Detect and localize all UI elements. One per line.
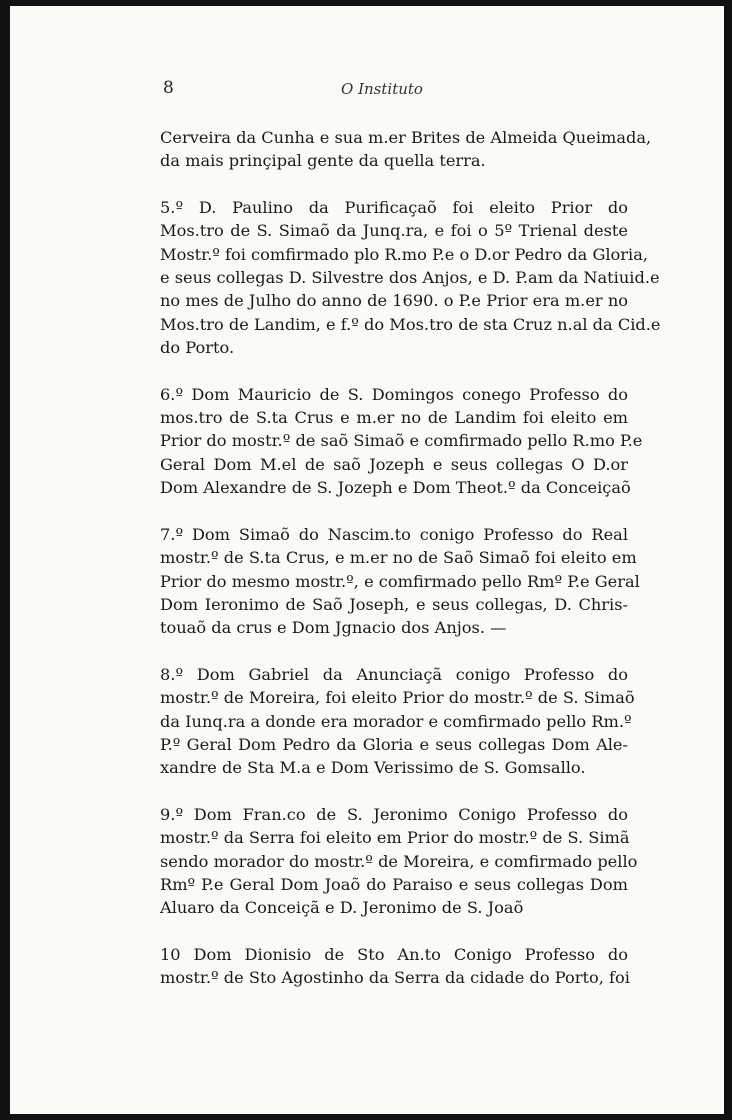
paragraph-5: [160, 196, 661, 360]
paragraph-8: [160, 663, 635, 780]
text-line: Geral Dom M.el de saõ Jozeph e seus collegas O D.or: [160, 454, 628, 474]
text-line: Rmº P.e Geral Dom Joaõ do Paraiso e seus collegas Dom: [160, 874, 628, 894]
text-line: Prior do mesmo mostr.º, e comfirmado pello Rmº P.e Geral: [160, 571, 640, 591]
text-line: 10 Dom Dionisio de Sto An.to Conigo Professo do: [160, 944, 628, 964]
text-line: 6.º Dom Mauricio de S. Domingos conego Professo do: [160, 384, 628, 404]
text-line: touaõ da crus e Dom Jgnacio dos Anjos. —: [160, 618, 507, 638]
page-number: 8: [163, 78, 174, 98]
text-line: no mes de Julho do anno de 1690. o P.e Prior era m.er no: [160, 291, 628, 311]
paragraph-1: [160, 126, 652, 173]
text-line: mos.tro de S.ta Crus e m.er no de Landim foi eleito em: [160, 408, 628, 428]
paragraph-6: [160, 383, 643, 500]
paragraph-9: [160, 803, 638, 920]
text-line: Mos.tro de S. Simaõ da Junq.ra, e foi o 5º Trienal deste: [160, 221, 628, 241]
text-line: mostr.º de Sto Agostinho da Serra da cidade do Porto, foi: [160, 968, 630, 988]
page-header: [10, 78, 724, 102]
text-line: mostr.º de Moreira, foi eleito Prior do mostr.º de S. Simaõ: [160, 688, 635, 708]
text-line: 5.º D. Paulino da Purificaçaõ foi eleito Prior do: [160, 197, 628, 217]
text-line: xandre de Sta M.a e Dom Verissimo de S. Gomsallo.: [160, 758, 586, 778]
text-line: mostr.º da Serra foi eleito em Prior do mostr.º de S. Simã: [160, 828, 630, 848]
text-line: P.º Geral Dom Pedro da Gloria e seus collegas Dom Ale-: [160, 734, 628, 754]
text-line: Dom Alexandre de S. Jozeph e Dom Theot.º da Conceiçaõ: [160, 478, 631, 498]
text-line: Prior do mostr.º de saõ Simaõ e comfirmado pello R.mo P.e: [160, 431, 643, 451]
text-line: 7.º Dom Simaõ do Nascim.to conigo Professo do Real: [160, 524, 628, 544]
body-text: [160, 126, 661, 1013]
text-line: da Iunq.ra a donde era morador e comfirmado pello Rm.º: [160, 711, 632, 731]
paragraph-7: [160, 523, 640, 640]
paragraph-10: [160, 943, 628, 990]
text-line: do Porto.: [160, 338, 235, 358]
text-line: 8.º Dom Gabriel da Anunciaçã conigo Professo do: [160, 664, 628, 684]
text-line: mostr.º de S.ta Crus, e m.er no de Saõ Simaõ foi eleito em: [160, 548, 637, 568]
text-line: Mostr.º foi comfirmado plo R.mo P.e o D.or Pedro da Gloria,: [160, 244, 649, 264]
text-line: 9.º Dom Fran.co de S. Jeronimo Conigo Professo do: [160, 804, 628, 824]
text-line: Mos.tro de Landim, e f.º do Mos.tro de sta Cruz n.al da Cid.e: [160, 314, 661, 334]
text-line: Aluaro da Conceiçã e D. Jeronimo de S. Joaõ: [160, 898, 524, 918]
text-line: da mais prinçipal gente da quella terra.: [160, 151, 486, 171]
document-page: [10, 6, 724, 1114]
text-line: sendo morador do mostr.º de Moreira, e comfirmado pello: [160, 851, 638, 871]
text-line: e seus collegas D. Silvestre dos Anjos, e D. P.am da Natiuid.e: [160, 268, 660, 288]
text-line: Dom Ieronimo de Saõ Joseph, e seus collegas, D. Chris-: [160, 594, 628, 614]
running-title: O Instituto: [341, 80, 423, 98]
text-line: Cerveira da Cunha e sua m.er Brites de Almeida Queimada,: [160, 128, 652, 147]
